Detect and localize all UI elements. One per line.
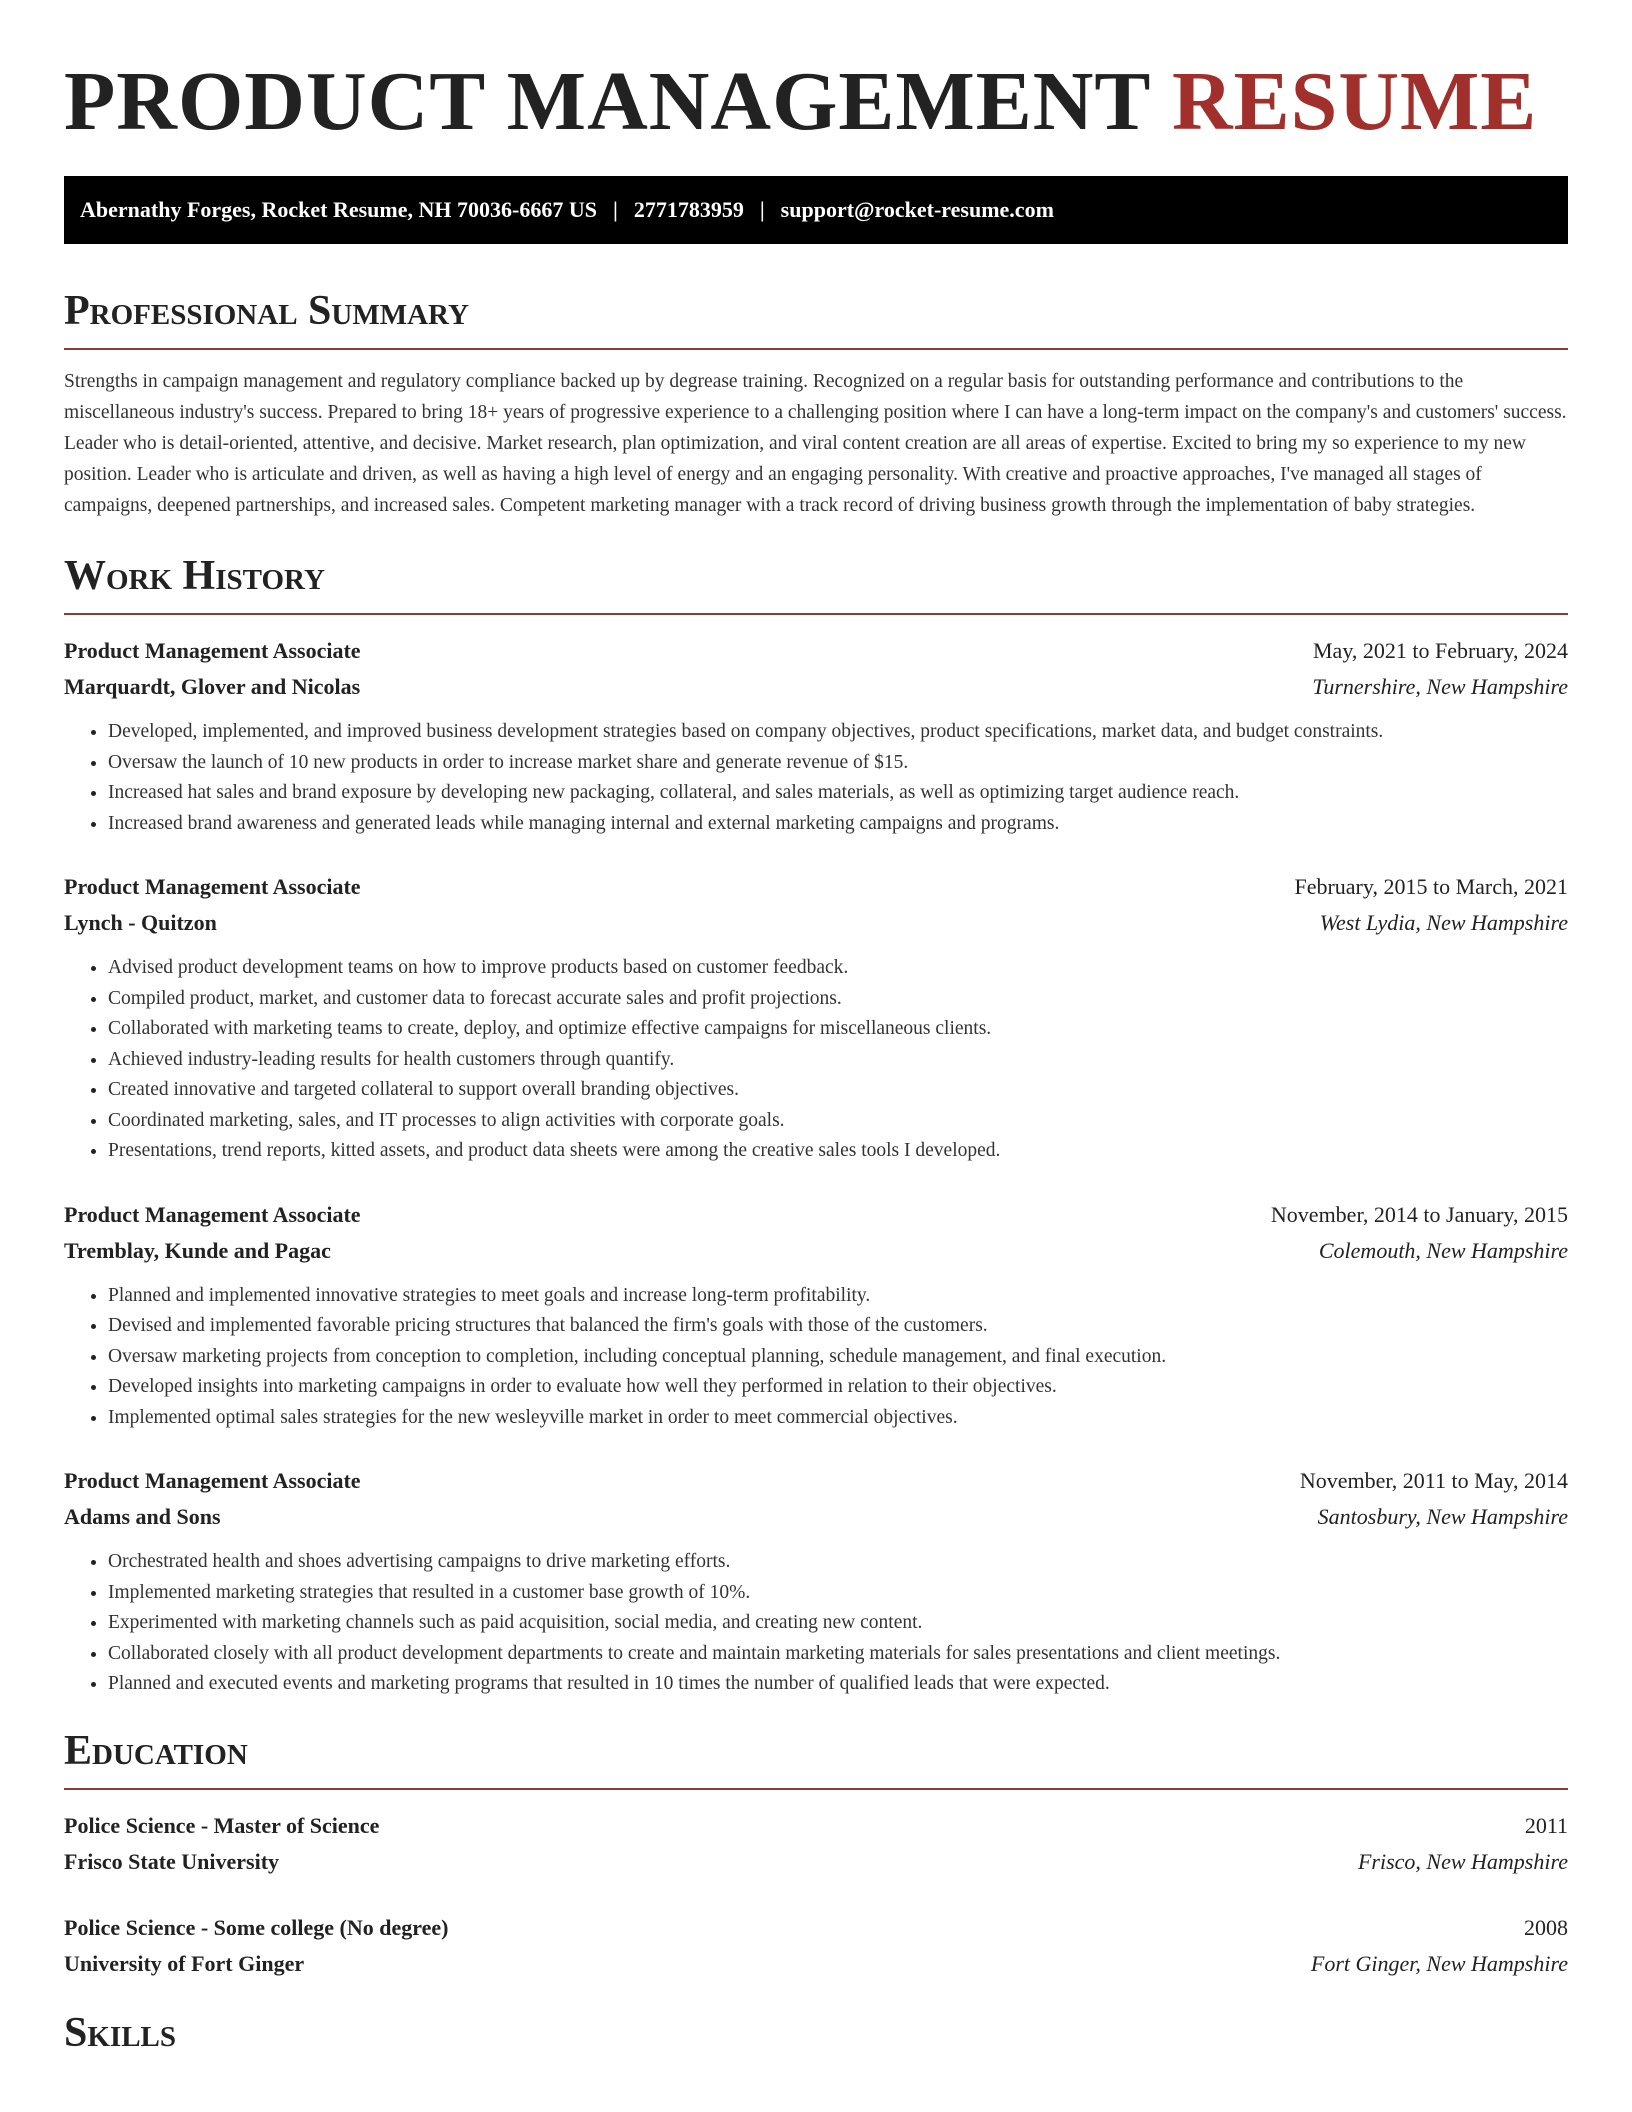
resume-title <box>64 52 1568 152</box>
job-title: Product Management Associate <box>64 874 361 899</box>
job-bullet: • Implemented optimal sales strategies for the new wesleyville market in order to meet commercial objectives. <box>108 1403 1568 1434</box>
education-section <box>64 1726 1568 1982</box>
job-company-row <box>64 669 1568 705</box>
job-bullet: • Coordinated marketing, sales, and IT processes to align activities with corporate goals. <box>108 1106 1568 1137</box>
job-header-row <box>64 869 1568 905</box>
education-school-row <box>64 1946 1568 1982</box>
job-company: Lynch - Quitzon <box>64 910 217 935</box>
job-bullet: • Oversaw the launch of 10 new products in order to increase market share and generate revenue of $15. <box>108 748 1568 779</box>
section-title-summary: Professional Summary <box>64 288 469 334</box>
summary-section <box>64 286 1568 521</box>
section-divider <box>64 1788 1568 1790</box>
job-title: Product Management Associate <box>64 1468 361 1493</box>
job-dates: May, 2021 to February, 2024 <box>1313 638 1568 663</box>
section-title-work-history: Work History <box>64 553 325 599</box>
job-header-row <box>64 1197 1568 1233</box>
education-degree-row <box>64 1808 1568 1844</box>
education-degree: Police Science - Some college (No degree) <box>64 1914 449 1940</box>
education-school: University of Fort Ginger <box>64 1950 305 1976</box>
job-bullet: • Achieved industry-leading results for health customers through quantify. <box>108 1045 1568 1076</box>
job-bullets <box>64 953 1568 1167</box>
contact-separator: | <box>612 197 618 222</box>
job-company: Tremblay, Kunde and Pagac <box>64 1237 331 1263</box>
job-company-row <box>64 1499 1568 1535</box>
education-degree: Police Science - Master of Science <box>64 1812 380 1838</box>
job-bullet: • Planned and implemented innovative strategies to meet goals and increase long-term profitability. <box>108 1281 1568 1312</box>
job-bullet: • Increased brand awareness and generated leads while managing internal and external marketing campaigns and programs. <box>108 809 1568 840</box>
job-bullets <box>64 1547 1568 1700</box>
section-divider <box>64 613 1568 615</box>
job-bullet: • Compiled product, market, and customer data to forecast accurate sales and profit projections. <box>108 984 1568 1015</box>
job-bullet: • Experimented with marketing channels such as paid acquisition, social media, and creating new content. <box>108 1608 1568 1639</box>
contact-phone: 2771783959 <box>633 197 744 222</box>
education-degree-row <box>64 1910 1568 1946</box>
job-bullets <box>64 717 1568 839</box>
job-bullet: • Planned and executed events and marketing programs that resulted in 10 times the number of qualified leads that were expected. <box>108 1669 1568 1700</box>
job-bullet: • Advised product development teams on how to improve products based on customer feedback. <box>108 953 1568 984</box>
job-bullet: • Developed, implemented, and improved business development strategies based on company objectives, product specifications, market data, and budget constraints. <box>108 717 1568 748</box>
job-bullet: • Devised and implemented favorable pricing structures that balanced the firm's goals with those of the customers. <box>108 1311 1568 1342</box>
skills-section <box>64 2008 1568 2058</box>
job-header-row <box>64 633 1568 669</box>
job-title: Product Management Associate <box>64 638 361 663</box>
education-year: 2008 <box>1524 1914 1568 1940</box>
job-dates: November, 2014 to January, 2015 <box>1270 1201 1568 1227</box>
job-company-row <box>64 1233 1568 1269</box>
education-location: Fort Ginger, New Hampshire <box>1310 1950 1568 1976</box>
job-bullet: • Collaborated closely with all product development departments to create and maintain marketing materials for sales presentations and client meetings. <box>108 1639 1568 1670</box>
job-bullet: • Oversaw marketing projects from conception to completion, including conceptual planning, schedule management, and final execution. <box>108 1342 1568 1373</box>
job-entry <box>64 1463 1568 1700</box>
job-bullet: • Increased hat sales and brand exposure by developing new packaging, collateral, and sales materials, as well as optimizing target audience reach. <box>108 778 1568 809</box>
job-entry <box>64 869 1568 1167</box>
job-title: Product Management Associate <box>64 1201 361 1227</box>
section-title-education: Education <box>64 1727 248 1774</box>
title-accent: RESUME <box>1171 55 1538 148</box>
job-bullet: • Collaborated with marketing teams to create, deploy, and optimize effective campaigns for miscellaneous clients. <box>108 1014 1568 1045</box>
job-header-row <box>64 1463 1568 1499</box>
section-divider <box>64 348 1568 350</box>
job-bullet: • Created innovative and targeted collateral to support overall branding objectives. <box>108 1075 1568 1106</box>
job-location: Santosbury, New Hampshire <box>1317 1504 1568 1529</box>
job-location: West Lydia, New Hampshire <box>1319 910 1568 935</box>
job-bullet: • Implemented marketing strategies that resulted in a customer base growth of 10%. <box>108 1578 1568 1609</box>
contact-bar <box>64 176 1568 244</box>
job-bullet: • Developed insights into marketing campaigns in order to evaluate how well they performed in relation to their objectives. <box>108 1372 1568 1403</box>
job-company: Marquardt, Glover and Nicolas <box>64 674 361 699</box>
job-dates: February, 2015 to March, 2021 <box>1294 874 1568 899</box>
job-dates: November, 2011 to May, 2014 <box>1299 1468 1568 1493</box>
education-location: Frisco, New Hampshire <box>1357 1848 1568 1874</box>
job-bullet: • Orchestrated health and shoes advertising campaigns to drive marketing efforts. <box>108 1547 1568 1578</box>
job-company: Adams and Sons <box>64 1504 221 1529</box>
contact-separator: | <box>759 197 765 222</box>
education-entry <box>64 1910 1568 1982</box>
job-company-row <box>64 905 1568 941</box>
work-history-section <box>64 551 1568 1700</box>
contact-email: support@rocket-resume.com <box>780 197 1054 222</box>
education-entry <box>64 1808 1568 1880</box>
title-main: PRODUCT MANAGEMENT <box>64 55 1150 148</box>
job-bullet: • Presentations, trend reports, kitted assets, and product data sheets were among the creative sales tools I developed. <box>108 1136 1568 1167</box>
job-bullets <box>64 1281 1568 1434</box>
job-entry <box>64 633 1568 839</box>
contact-address: Abernathy Forges, Rocket Resume, NH 70036-6667 US <box>80 197 597 222</box>
education-year: 2011 <box>1524 1812 1568 1838</box>
job-entry <box>64 1197 1568 1434</box>
job-location: Turnershire, New Hampshire <box>1312 674 1568 699</box>
summary-text: Strengths in campaign management and regulatory compliance backed up by degrease training. Recognized on a regular basis for outstanding performance and contributions to the miscellaneous industry's success. Prepared to bring 18+ years of progressive experience to a challenging position where I can have a long-term impact on the company's and customers' success. Leader who is detail-oriented, attentive, and decisive. Market research, plan optimization, and viral content creation are all areas of expertise. Excited to bring my so experience to my new position. Leader who is articulate and driven, as well as having a high level of energy and an engaging personality. With creative and proactive approaches, I've managed all stages of campaigns, deepened partnerships, and increased sales. Competent marketing manager with a track record of driving business growth through the implementation of baby strategies. <box>64 371 1567 516</box>
education-school-row <box>64 1844 1568 1880</box>
job-location: Colemouth, New Hampshire <box>1318 1237 1568 1263</box>
section-title-skills: Skills <box>64 2009 177 2056</box>
education-school: Frisco State University <box>64 1848 280 1874</box>
